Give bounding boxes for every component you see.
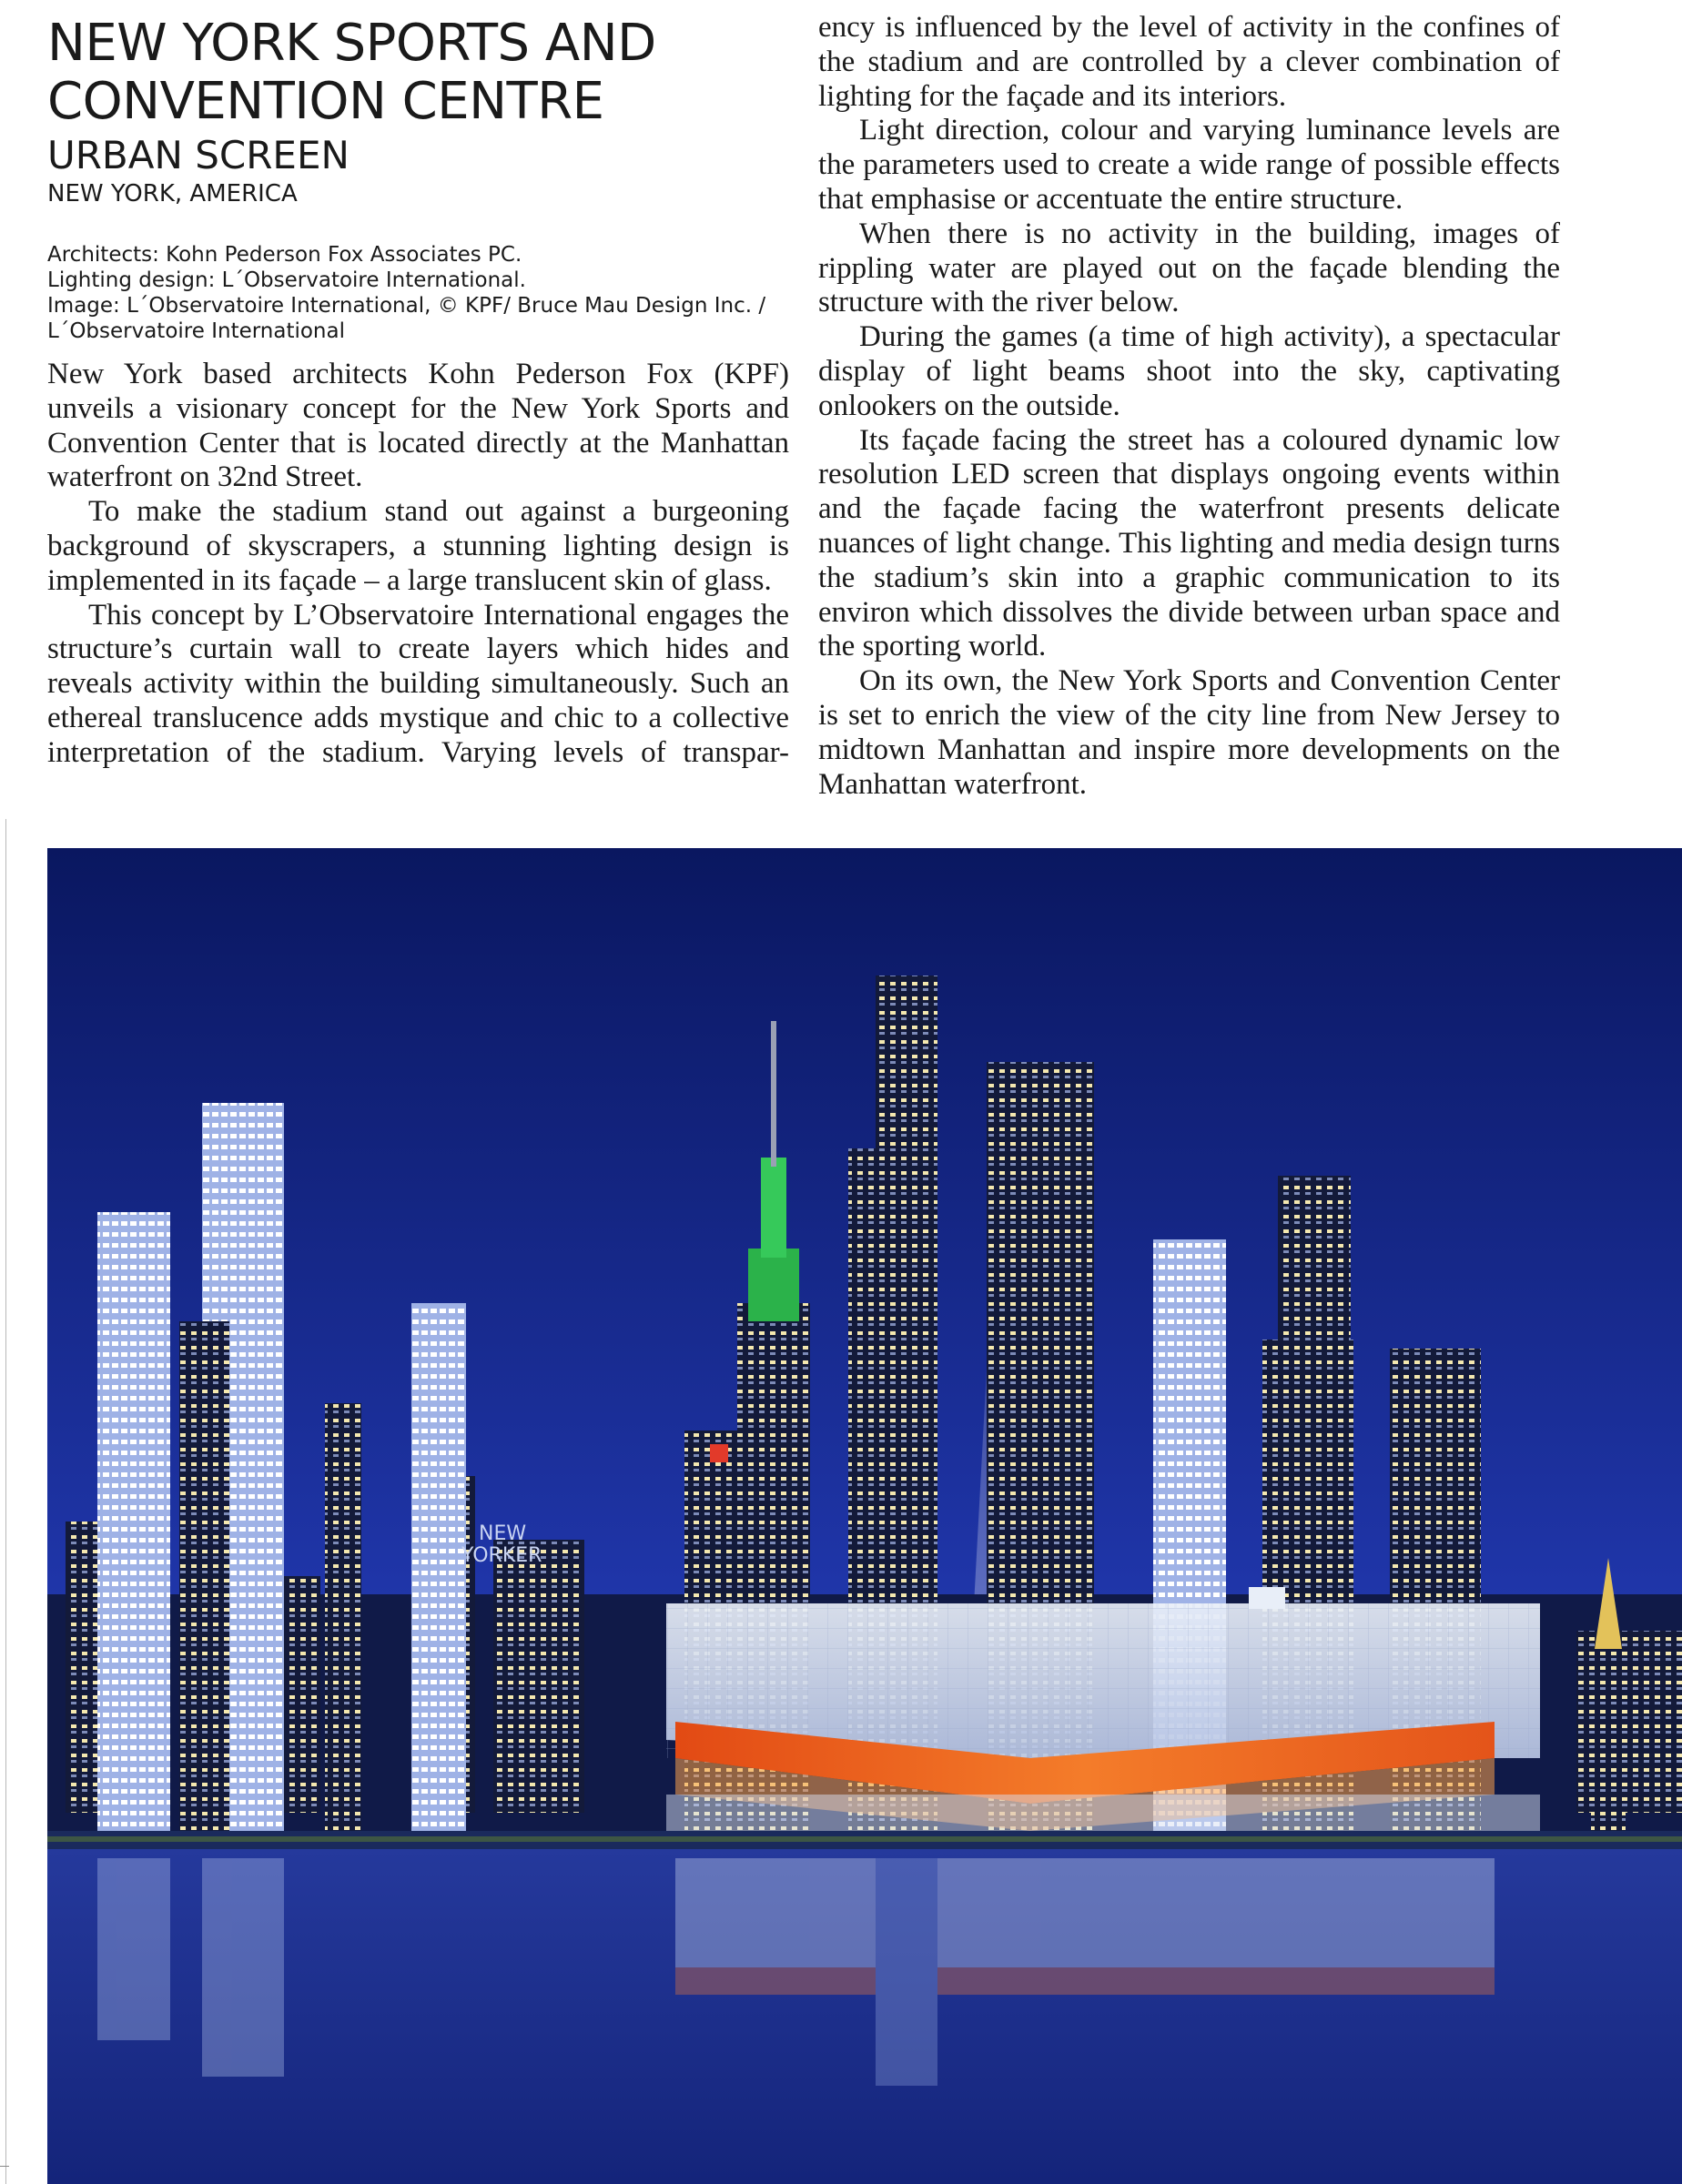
body-column-left (47, 358, 789, 771)
page-edge-tick (0, 2166, 9, 2167)
tower-left-bright (97, 1212, 170, 1831)
paragraph-2: To make the stadium stand out against a burgeoning background of skyscrapers, a stunning lighting design is implemented in its façade – a large translucent skin of glass. (47, 495, 789, 597)
paragraph-8: On its own, the New York Sports and Convention Center is set to enrich the view of the city line from New Jersey to midtown Manhattan and inspire more developments on the Manhattan waterfront. (818, 664, 1560, 801)
stadium-rendering-photo (47, 848, 1682, 2184)
credits-block (47, 242, 794, 344)
skyline-illustration (47, 848, 1682, 2184)
stadium-building (666, 1587, 1540, 1831)
body-column-right (818, 11, 1560, 802)
sign-text-yorker: YORKER (461, 1544, 542, 1567)
credit-lighting: Lighting design: L´Observatoire International. (47, 268, 526, 292)
paragraph-7: Its façade facing the street has a coloured dynamic low resolution LED screen that displays ongoing events within and the façade facing the waterfront presents delicate nuances of light change. This lighting and media design turns the stadium’s skin into a graphic communication to its environ which dissolves the divide between urban space and the sporting world. (818, 423, 1560, 663)
credit-image-cont: L´Observatoire International (47, 319, 345, 343)
credit-image: Image: L´Observatoire International, © KPF/ Bruce Mau Design Inc. / (47, 294, 766, 318)
paragraph-4: Light direction, colour and varying luminance levels are the parameters used to create a wide range of possible effects that emphasise or accentuate the entire structure. (818, 114, 1560, 216)
article-subtitle: URBAN SCREEN (47, 133, 350, 177)
title-line-1: NEW YORK SPORTS AND (47, 14, 656, 73)
paragraph-6: During the games (a time of high activity), a spectacular display of light beams shoot into the sky, captivating onlookers on the outside. (818, 320, 1560, 422)
page-edge-line (5, 819, 6, 2184)
credit-architects: Architects: Kohn Pederson Fox Associates PC. (47, 243, 522, 267)
title-line-2: CONVENTION CENTRE (47, 72, 604, 131)
article-header (47, 15, 794, 344)
paragraph-3-start: This concept by L’Observatoire International engages the structure’s curtain wall to create layers which hides and reveals activity within the building simultaneously. Such an ethereal translucence adds mystique and chic to a collective interpretation of the stadium. Varying levels of transpar- (47, 598, 789, 769)
paragraph-5: When there is no activity in the building, images of rippling water are played out on the façade blending the structure with the river below. (818, 217, 1560, 319)
article-title (47, 15, 794, 131)
article-location: NEW YORK, AMERICA (47, 180, 298, 207)
paragraph-1: New York based architects Kohn Pederson Fox (KPF) unveils a visionary concept for the New York Sports and Convention Center that is located directly at the Manhattan waterfront on 32nd Street. (47, 358, 789, 494)
paragraph-3-end: ency is influenced by the level of activity in the confines of the stadium and are controlled by a clever combination of lighting for the façade and its interiors. (818, 11, 1560, 113)
sign-text-new: NEW (479, 1522, 527, 1545)
